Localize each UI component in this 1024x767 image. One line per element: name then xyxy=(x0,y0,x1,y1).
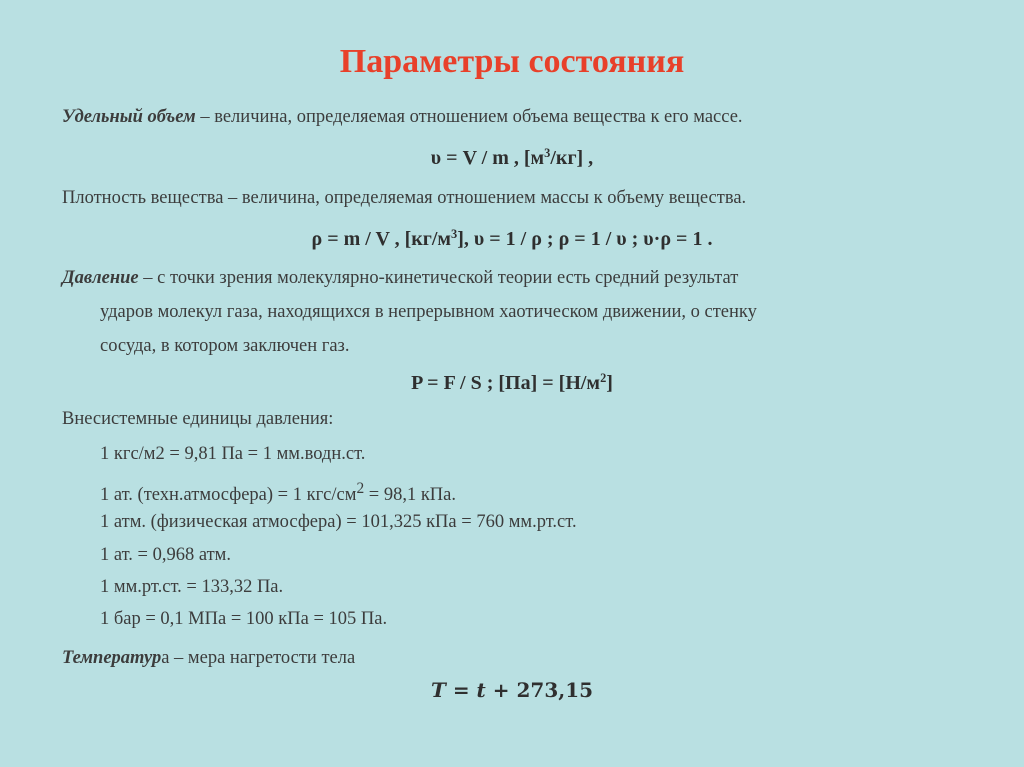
specific-volume-definition xyxy=(62,105,743,129)
specific-volume-text: – величина, определяемая отношением объема вещества к его массе. xyxy=(195,107,743,127)
specific-volume-formula-end: /кг] , xyxy=(550,147,594,169)
pressure-line-1-text: – с точки зрения молекулярно-кинетической теории есть средний результат xyxy=(138,268,739,288)
temperature-formula-T: T xyxy=(430,678,446,702)
pressure-line-2: ударов молекул газа, находящихся в непрерывном хаотическом движении, о стенку xyxy=(100,302,757,322)
density-formula-sup: 3 xyxy=(451,227,458,242)
specific-volume-formula-main: υ = V / m , [м xyxy=(430,147,545,169)
pressure-formula xyxy=(0,370,1024,396)
slide-title: Параметры состояния xyxy=(339,43,685,80)
pressure-term: Давление xyxy=(62,268,139,288)
unit-item-2-b: = 98,1 кПа. xyxy=(364,485,457,506)
temperature-formula xyxy=(0,677,1024,703)
temperature-formula-rest: + 273,15 xyxy=(485,678,594,702)
density-formula xyxy=(0,226,1024,252)
pressure-formula-a: P = F / S ; [Па] = [Н/м xyxy=(411,372,601,394)
unit-item-4: 1 ат. = 0,968 атм. xyxy=(100,545,232,565)
pressure-line-3: сосуда, в котором заключен газ. xyxy=(100,336,350,356)
temperature-term: Температур xyxy=(62,648,162,668)
specific-volume-term: Удельный объем xyxy=(62,107,196,127)
unit-item-5: 1 мм.рт.ст. = 133,32 Па. xyxy=(100,577,284,597)
density-formula-b: ], υ = 1 / ρ ; ρ = 1 / υ ; υ·ρ = 1 . xyxy=(457,228,713,250)
temperature-formula-t: t xyxy=(476,678,486,702)
temperature-formula-eq: = xyxy=(445,678,477,702)
density-definition: Плотность вещества – величина, определяемая отношением массы к объему вещества. xyxy=(62,188,747,208)
density-formula-a: ρ = m / V , [кг/м xyxy=(311,228,452,250)
specific-volume-formula xyxy=(0,145,1024,171)
units-heading: Внесистемные единицы давления: xyxy=(62,409,334,429)
temperature-definition xyxy=(62,646,355,670)
pressure-formula-sup: 2 xyxy=(600,371,607,386)
pressure-formula-b: ] xyxy=(606,372,613,394)
temperature-text: а – мера нагретости тела xyxy=(161,648,356,668)
unit-item-3: 1 атм. (физическая атмосфера) = 101,325 кПа = 760 мм.рт.ст. xyxy=(100,512,577,532)
unit-item-6: 1 бар = 0,1 МПа = 100 кПа = 105 Па. xyxy=(100,609,388,629)
unit-item-2-sup: 2 xyxy=(356,480,365,497)
specific-volume-formula-sup: 3 xyxy=(544,146,551,161)
unit-item-1: 1 кгс/м2 = 9,81 Па = 1 мм.водн.ст. xyxy=(100,444,366,464)
pressure-line-1 xyxy=(62,266,738,290)
unit-item-2 xyxy=(100,477,456,507)
unit-item-2-a: 1 ат. (техн.атмосфера) = 1 кгс/см xyxy=(100,485,357,506)
